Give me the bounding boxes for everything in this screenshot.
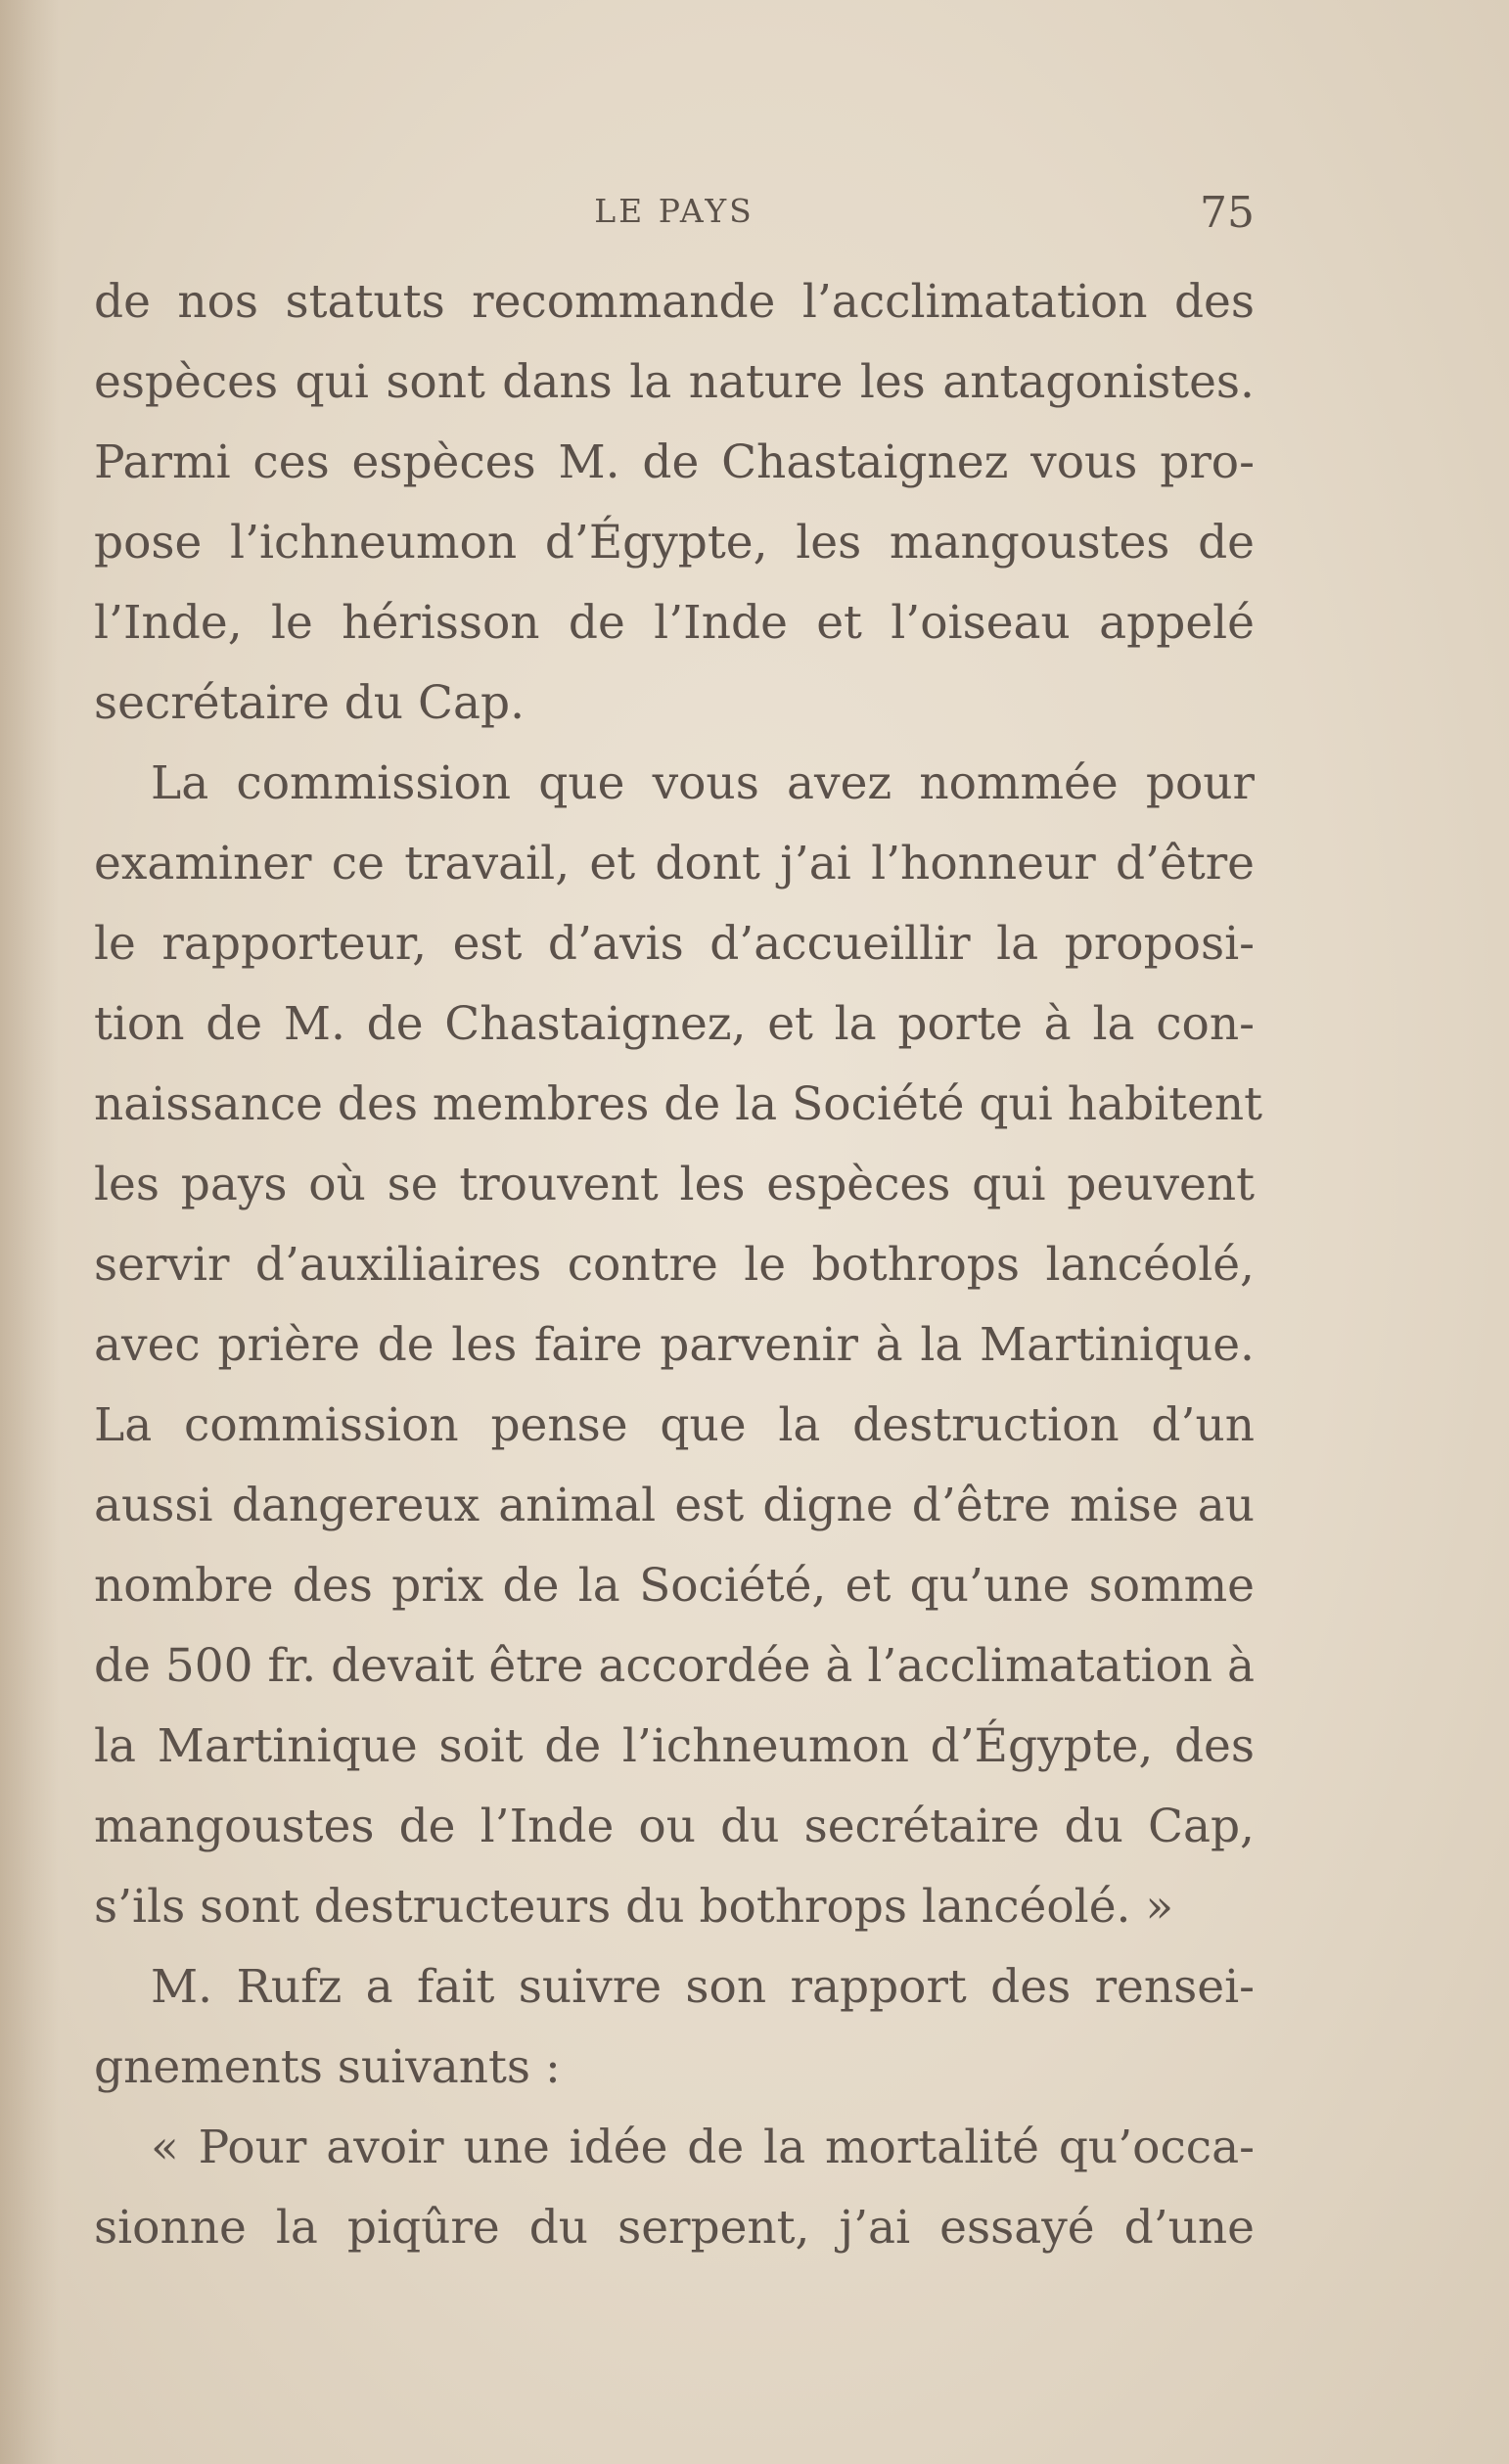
text-line: gnements suivants : (94, 2040, 561, 2094)
text-line: secrétaire du Cap. (94, 676, 526, 730)
page-edge-shadow (0, 0, 59, 2464)
text-line: tion de M. de Chastaignez, et la porte à la con- (94, 997, 1255, 1051)
running-head (94, 188, 1255, 251)
text-line: naissance des membres de la Société qui habitent (94, 1077, 1263, 1131)
text-line: « Pour avoir une idée de la mortalité qu’occa- (151, 2121, 1255, 2174)
text-line: aussi dangereux animal est digne d’être mise au (94, 1479, 1255, 1532)
text-line: examiner ce travail, et dont j’ai l’honneur d’être (94, 837, 1255, 890)
text-line: M. Rufz a fait suivre son rapport des rensei- (151, 1960, 1255, 2014)
text-line: sionne la piqûre du serpent, j’ai essayé d’une (94, 2201, 1255, 2255)
text-line: Parmi ces espèces M. de Chastaignez vous pro- (94, 435, 1255, 489)
text-line: l’Inde, le hérisson de l’Inde et l’oiseau appelé (94, 596, 1255, 650)
page-number: 75 (1200, 188, 1255, 238)
text-line: de 500 fr. devait être accordée à l’acclimatation à (94, 1639, 1256, 1693)
text-line: mangoustes de l’Inde ou du secrétaire du Cap, (94, 1800, 1255, 1853)
text-line: La commission que vous avez nommée pour (151, 756, 1255, 810)
text-line: servir d’auxiliaires contre le bothrops lancéolé, (94, 1238, 1255, 1292)
text-line: La commission pense que la destruction d’un (94, 1398, 1255, 1452)
book-page (94, 188, 1263, 2268)
running-title: LE PAYS (594, 192, 754, 230)
text-line: de nos statuts recommande l’acclimatation des (94, 275, 1255, 329)
text-line: pose l’ichneumon d’Égypte, les mangoustes de (94, 516, 1255, 570)
text-line: le rapporteur, est d’avis d’accueillir la proposi- (94, 917, 1255, 971)
text-line: avec prière de les faire parvenir à la Martinique. (94, 1318, 1255, 1372)
text-line: s’ils sont destructeurs du bothrops lancéolé. » (94, 1880, 1174, 1934)
text-line: la Martinique soit de l’ichneumon d’Égypte, des (94, 1719, 1255, 1773)
text-line: les pays où se trouvent les espèces qui peuvent (94, 1158, 1255, 1211)
text-line: espèces qui sont dans la nature les antagonistes. (94, 355, 1255, 409)
text-line: nombre des prix de la Société, et qu’une somme (94, 1559, 1255, 1613)
body-text (94, 262, 1263, 2268)
